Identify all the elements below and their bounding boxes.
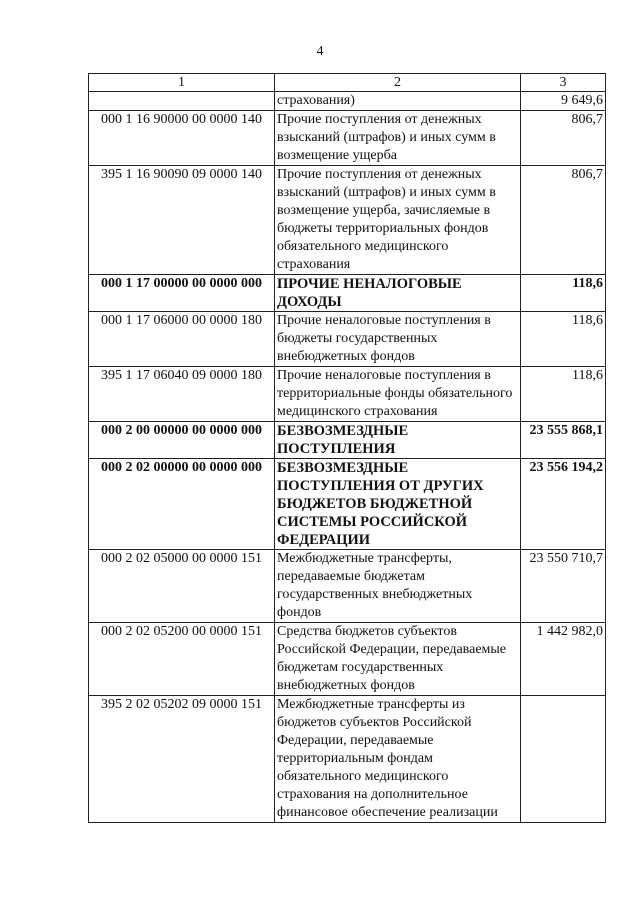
item-name-cell: Прочие неналоговые поступления в бюджеты государственных внебюджетных фондов bbox=[275, 312, 521, 367]
item-name-cell: Прочие поступления от денежных взысканий (штрафов) и иных сумм в возмещение ущерба bbox=[275, 111, 521, 166]
column-header-1: 1 bbox=[89, 74, 275, 92]
amount-cell: 1 442 982,0 bbox=[521, 623, 606, 696]
item-name-cell: Прочие поступления от денежных взысканий (штрафов) и иных сумм в возмещение ущерба, зачисляемые в бюджеты территориальных фондов обязательного медицинского страхования bbox=[275, 166, 521, 275]
table-row bbox=[89, 696, 606, 823]
table-row bbox=[89, 623, 606, 696]
budget-code-cell: 395 1 17 06040 09 0000 180 bbox=[89, 367, 275, 422]
item-name-cell: страхования) bbox=[275, 92, 521, 111]
item-name-cell: БЕЗВОЗМЕЗДНЫЕ ПОСТУПЛЕНИЯ ОТ ДРУГИХ БЮДЖЕТОВ БЮДЖЕТНОЙ СИСТЕМЫ РОССИЙСКОЙ ФЕДЕРАЦИИ bbox=[275, 459, 521, 550]
table-row bbox=[89, 459, 606, 550]
budget-code-cell: 395 1 16 90090 09 0000 140 bbox=[89, 166, 275, 275]
item-name-cell: Средства бюджетов субъектов Российской Федерации, передаваемые бюджетам государственных внебюджетных фондов bbox=[275, 623, 521, 696]
amount-cell: 9 649,6 bbox=[521, 92, 606, 111]
budget-code-cell: 000 2 02 05200 00 0000 151 bbox=[89, 623, 275, 696]
table-row bbox=[89, 111, 606, 166]
table-row bbox=[89, 275, 606, 312]
table-row bbox=[89, 92, 606, 111]
item-name-cell: Межбюджетные трансферты, передаваемые бюджетам государственных внебюджетных фондов bbox=[275, 550, 521, 623]
table-header-row bbox=[89, 74, 606, 92]
budget-code-cell: 000 2 02 00000 00 0000 000 bbox=[89, 459, 275, 550]
column-header-3: 3 bbox=[521, 74, 606, 92]
amount-cell: 118,6 bbox=[521, 275, 606, 312]
amount-cell: 118,6 bbox=[521, 312, 606, 367]
table-row bbox=[89, 166, 606, 275]
item-name-cell: Прочие неналоговые поступления в территориальные фонды обязательного медицинского страхования bbox=[275, 367, 521, 422]
page-number: 4 bbox=[316, 44, 324, 59]
item-name-cell: ПРОЧИЕ НЕНАЛОГОВЫЕ ДОХОДЫ bbox=[275, 275, 521, 312]
table-row bbox=[89, 550, 606, 623]
budget-code-cell: 000 2 00 00000 00 0000 000 bbox=[89, 422, 275, 459]
budget-code-cell: 000 1 17 06000 00 0000 180 bbox=[89, 312, 275, 367]
budget-code-cell: 000 1 16 90000 00 0000 140 bbox=[89, 111, 275, 166]
amount-cell bbox=[521, 696, 606, 823]
amount-cell: 806,7 bbox=[521, 111, 606, 166]
amount-cell: 23 555 868,1 bbox=[521, 422, 606, 459]
budget-code-cell: 000 2 02 05000 00 0000 151 bbox=[89, 550, 275, 623]
amount-cell: 806,7 bbox=[521, 166, 606, 275]
table-row bbox=[89, 422, 606, 459]
item-name-cell: Межбюджетные трансферты из бюджетов субъектов Российской Федерации, передаваемые территориальным фондам обязательного медицинского страхования на дополнительное финансовое обеспечение реализации bbox=[275, 696, 521, 823]
column-header-2: 2 bbox=[275, 74, 521, 92]
amount-cell: 23 556 194,2 bbox=[521, 459, 606, 550]
table-row bbox=[89, 312, 606, 367]
item-name-cell: БЕЗВОЗМЕЗДНЫЕ ПОСТУПЛЕНИЯ bbox=[275, 422, 521, 459]
amount-cell: 118,6 bbox=[521, 367, 606, 422]
amount-cell: 23 550 710,7 bbox=[521, 550, 606, 623]
table-row bbox=[89, 367, 606, 422]
budget-code-cell: 000 1 17 00000 00 0000 000 bbox=[89, 275, 275, 312]
budget-code-cell bbox=[89, 92, 275, 111]
budget-code-cell: 395 2 02 05202 09 0000 151 bbox=[89, 696, 275, 823]
budget-revenue-table bbox=[88, 73, 606, 823]
